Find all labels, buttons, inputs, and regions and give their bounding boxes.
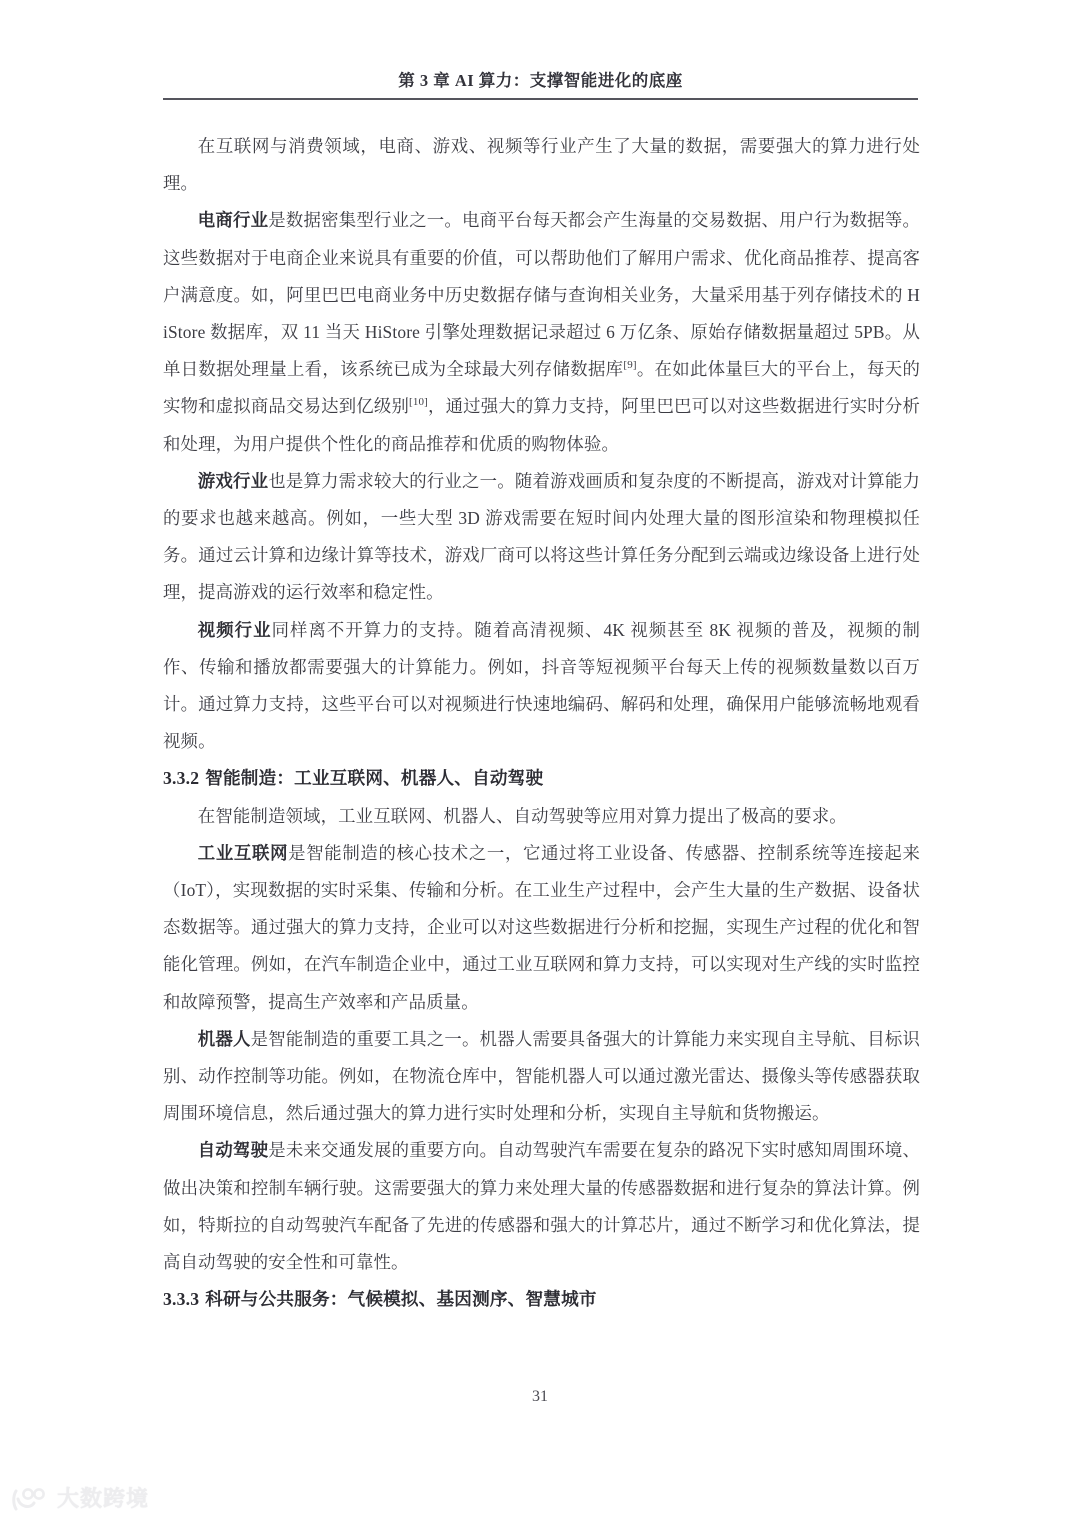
footnote-ref-10: [10] (409, 396, 428, 409)
section-number-3-3-3: 3.3.3 (163, 1289, 200, 1310)
section-heading-3-3-3 (163, 1281, 920, 1318)
paragraph-gaming-text: 也是算力需求较大的行业之一。随着游戏画质和复杂度的不断提高，游戏对计算能力的要求也越来越高。例如，一些大型 3D 游戏需要在短时间内处理大量的图形渲染和物理模拟任务。通过云计算和边缘计算等技术，游戏厂商可以将这些计算任务分配到云端或边缘设备上进行处理，提高游戏的运行效率和稳定性。 (163, 470, 920, 603)
paragraph-gaming (163, 463, 920, 612)
running-head-rule (163, 98, 918, 100)
run-in-heading-video: 视频行业 (197, 619, 272, 640)
watermark-brand-text: 大数跨境 (57, 1487, 150, 1512)
footnote-ref-9: [9] (623, 359, 637, 372)
paragraph-autonomous-driving-text: 是未来交通发展的重要方向。自动驾驶汽车需要在复杂的路况下实时感知周围环境、做出决策和控制车辆行驶。这需要强大的算力来处理大量的传感器数据和进行复杂的算法计算。例如，特斯拉的自动驾驶汽车配备了先进的传感器和强大的计算芯片，通过不断学习和优化算法，提高自动驾驶的安全性和可靠性。 (163, 1140, 920, 1273)
paragraph-smart-manufacturing-intro: 在智能制造领域，工业互联网、机器人、自动驾驶等应用对算力提出了极高的要求。 (197, 805, 847, 826)
paragraph-ecommerce (163, 202, 920, 462)
running-head: 第 3 章 AI 算力：支撑智能进化的底座 (398, 71, 683, 90)
paragraph-ecommerce-text-c: ，通过强大的算力支持，阿里巴巴可以对这些数据进行实时分析和处理，为用户提供个性化的商品推荐和优质的购物体验。 (163, 396, 921, 454)
paragraph-ecommerce-text-b: 。在如此体量巨大的平台上，每天的实物和虚拟商品交易达到亿级别 (163, 359, 921, 417)
paragraph-industrial-internet-text: 是智能制造的核心技术之一，它通过将工业设备、传感器、控制系统等连接起来（IoT），实现数据的实时采集、传输和分析。在工业生产过程中，会产生大量的生产数据、设备状态数据等。通过强大的算力支持，企业可以对这些数据进行分析和挖掘，实现生产过程的优化和智能化管理。例如，在汽车制造企业中，通过工业互联网和算力支持，可以实现对生产线的实时监控和故障预警，提高生产效率和产品质量。 (163, 842, 920, 1012)
paragraph-robots (163, 1021, 920, 1133)
section-number-3-3-2: 3.3.2 (163, 768, 200, 789)
section-title-3-3-2: 智能制造：工业互联网、机器人、自动驾驶 (205, 768, 544, 789)
run-in-heading-gaming: 游戏行业 (197, 470, 269, 491)
paragraph-intro: 在互联网与消费领域，电商、游戏、视频等行业产生了大量的数据，需要强大的算力进行处理。 (163, 136, 920, 194)
paragraph-autonomous-driving (163, 1132, 920, 1281)
paragraph-industrial-internet (163, 835, 920, 1021)
watermark (12, 1487, 149, 1513)
paragraph-robots-text: 是智能制造的重要工具之一。机器人需要具备强大的计算能力来实现自主导航、目标识别、动作控制等功能。例如，在物流仓库中，智能机器人可以通过激光雷达、摄像头等传感器获取周围环境信息，然后通过强大的算力进行实时处理和分析，实现自主导航和货物搬运。 (163, 1028, 920, 1124)
page-number: 31 (532, 1388, 548, 1405)
paragraph-video (163, 612, 920, 761)
run-in-heading-ecommerce: 电商行业 (197, 210, 269, 231)
run-in-heading-autonomous-driving: 自动驾驶 (197, 1140, 269, 1161)
run-in-heading-robots: 机器人 (197, 1028, 251, 1049)
run-in-heading-industrial-internet: 工业互联网 (197, 842, 289, 863)
paragraph-ecommerce-text-a: 是数据密集型行业之一。电商平台每天都会产生海量的交易数据、用户行为数据等。这些数据对于电商企业来说具有重要的价值，可以帮助他们了解用户需求、优化商品推荐、提高客户满意度。如，阿里巴巴电商业务中历史数据存储与查询相关业务，大量采用基于列存储技术的 HiStore 数据库，双 11 当天 HiStore 引擎处理数据记录超过 6 万亿条、原始存储数据量超过 5PB。从单日数据处理量上看，该系统已成为全球最大列存储数据库 (163, 210, 920, 380)
paragraph-video-text: 同样离不开算力的支持。随着高清视频、4K 视频甚至 8K 视频的普及，视频的制作、传输和播放都需要强大的计算能力。例如，抖音等短视频平台每天上传的视频数量数以百万计。通过算力支持，这些平台可以对视频进行快速地编码、解码和处理，确保用户能够流畅地观看视频。 (163, 619, 921, 752)
section-title-3-3-3: 科研与公共服务：气候模拟、基因测序、智慧城市 (205, 1289, 597, 1310)
smiley-100-logo-icon (12, 1487, 50, 1513)
text-column (163, 128, 920, 1319)
section-heading-3-3-2 (163, 760, 920, 797)
